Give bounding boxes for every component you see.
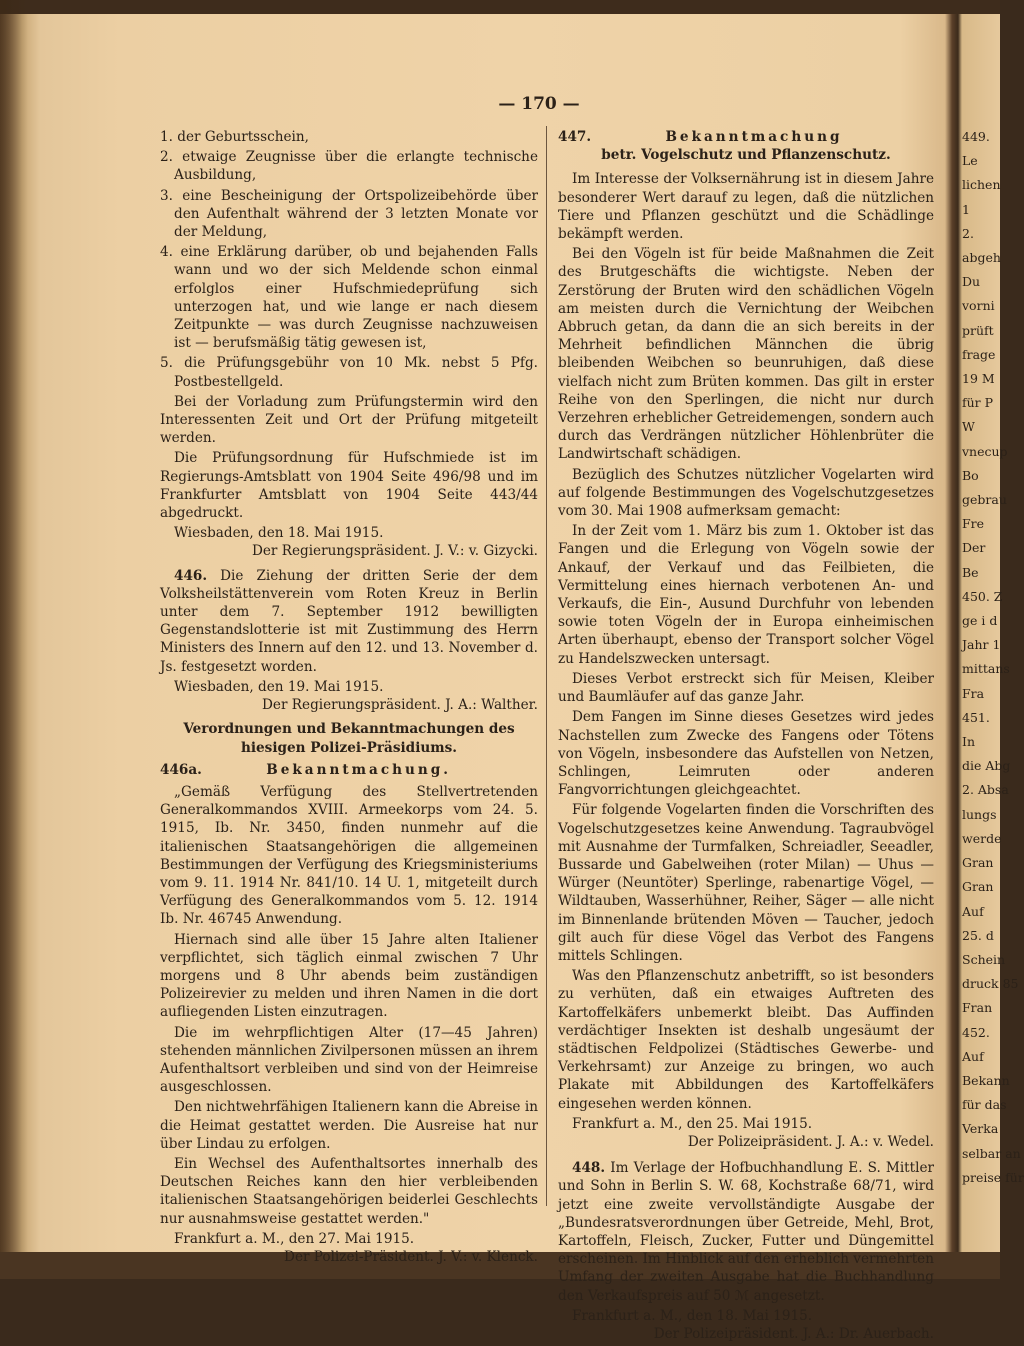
paragraph-zeit: In der Zeit vom 1. März bis zum 1. Oktober ist das Fangen und die Erlegung von Vögeln sowie der Ankauf, der Verkauf und das Feilbieten, die Vermittelung eines hiernach verbotenen An- und Verkaufs, die Ein-, Ausund Durchfuhr von lebenden sowie toten Vögeln der in Europa einheimischen Arten überhaupt, ebenso der Transport solcher Vögel zu Handelszwecken untersagt. xyxy=(558,523,934,667)
item-number: 448. xyxy=(572,1160,606,1177)
paragraph-vorladung: Bei der Vorladung zum Prüfungstermin wird den Interessenten Zeit und Ort der Prüfung mitgeteilt werden. xyxy=(160,393,538,447)
next-page-text-fragment: für P xyxy=(962,395,994,411)
item-title: Bekanntmachung. xyxy=(266,761,452,778)
next-page-text-fragment: 2. Absa xyxy=(962,782,1009,798)
section-heading: Verordnungen und Bekanntmachungen des hiesigen Polizei-Präsidiums. xyxy=(183,721,515,756)
signature: Der Polizeipräsident. J. A.: Dr. Auerbach. xyxy=(653,1326,934,1342)
next-page-text-fragment: Gran xyxy=(962,879,994,895)
place-date: Frankfurt a. M., den 27. Mai 1915. xyxy=(174,1230,415,1247)
next-page-text-fragment: 452. xyxy=(962,1024,990,1040)
paragraph-interesse: Im Interesse der Volksernährung ist in diesem Jahre besonderer Wert darauf zu legen, daß die nützlichen Tiere und Pflanzen geschützt und die Schädlinge bekämpft werden. xyxy=(558,171,934,243)
binding-shadow xyxy=(0,0,28,1279)
list-item: 4. eine Erklärung darüber, ob und bejahenden Falls wann und wo der sich Meldende schon einmal erfolglos einer Hufschmiedeprüfung sich unterzogen hat, und wie lange er nach diesem Zeitpunkte — was durch Zeugnisse nachzuweisen ist — berufsmäßig tätig gewesen ist, xyxy=(160,244,538,352)
paragraph-fangen: Dem Fangen im Sinne dieses Gesetzes wird jedes Nachstellen zum Zwecke des Fangens oder Tötens von Vögeln, insbesondere das Aufstellen von Netzen, Schlingen, Leimruten oder anderen Fangvorrichtungen gleichgeachtet. xyxy=(558,709,934,799)
next-page-text-fragment: Auf xyxy=(962,903,984,919)
next-page-text-fragment: die Abg xyxy=(962,758,1011,774)
page-number: — 170 — xyxy=(498,94,580,114)
next-page-text-fragment: Gran xyxy=(962,855,994,871)
next-page-text-fragment: ge i d xyxy=(962,613,998,629)
paragraph-wechsel: Ein Wechsel des Aufenthaltsortes innerhalb des Deutschen Reiches kann den hier verbleibenden italienischen Staatsangehörigen beiderlei Geschlechts nur ausnahmsweise gestattet werden." xyxy=(160,1155,538,1227)
next-page-text-fragment: Du xyxy=(962,274,981,290)
next-page-text-fragment: Le xyxy=(962,153,978,169)
place-date: Frankfurt a. M., den 18. Mai 1915. xyxy=(572,1307,813,1324)
next-page-text-fragment: 450. Z xyxy=(962,588,1003,604)
place-date: Wiesbaden, den 19. Mai 1915. xyxy=(174,678,384,695)
item-text: Die Ziehung der dritten Serie der dem Volksheilstättenverein vom Roten Kreuz in Berlin unter dem 7. September 1912 bewilligten Gegenstandslotterie ist mit Zustimmung des Herrn Ministers des Innern auf den 12. und 13. November d. Js. festgesetzt worden. xyxy=(160,567,539,675)
next-page-text-fragment: Verka xyxy=(962,1121,999,1137)
next-page-text-fragment: prüft xyxy=(962,322,994,338)
next-page-text-fragment: Be xyxy=(962,564,979,580)
next-page-text-fragment: In xyxy=(962,734,975,750)
paragraph-hiernach: Hiernach sind alle über 15 Jahre alten Italiener verpflichtet, sich täglich einmal zwischen 7 Uhr morgens und 8 Uhr abends beim zuständigen Polizeirevier zu melden und ihren Namen in die dort aufliegenden Listen einzutragen. xyxy=(160,931,538,1021)
next-page-text-fragment: 25. d xyxy=(962,927,994,943)
next-page-text-fragment: Auf xyxy=(962,1048,984,1064)
scan-top-edge xyxy=(0,0,1000,14)
next-page-text-fragment: Bo xyxy=(962,467,979,483)
signature: Der Regierungspräsident. J. A.: Walther. xyxy=(262,697,538,714)
next-page-text-fragment: vorni xyxy=(962,298,995,314)
item-447-header xyxy=(558,128,934,146)
item-number: 446. xyxy=(174,567,208,584)
list-item: 2. etwaige Zeugnisse über die erlangte technische Ausbildung, xyxy=(160,149,538,184)
list-item: 1. der Geburtsschein, xyxy=(160,129,309,145)
paragraph-pflanzenschutz: Was den Pflanzenschutz anbetrifft, so ist besonders zu verhüten, daß ein etwaiges Auftreten des Kartoffelkäfers unbemerkt bleibt. Das Auffinden verdächtiger Insekten ist deshalb ungesäumt der städtischen Feldpolizei (Städtisches Gewerbe- und Verkehrsamt) zur Anzeige zu bringen, wo auch Plakate mit Abbildungen des Kartoffelkäfers eingesehen werden können. xyxy=(558,968,934,1112)
item-title: Bekanntmachung xyxy=(665,129,843,145)
paragraph-nichtwehr: Den nichtwehrfähigen Italienern kann die Abreise in die Heimat gestattet werden. Die Ausreise hat nur über Lindau zu erfolgen. xyxy=(160,1099,538,1152)
next-page-text-fragment: W xyxy=(962,419,975,435)
paragraph-verbot: Dieses Verbot erstreckt sich für Meisen, Kleiber und Baumläufer auf das ganze Jahr. xyxy=(558,670,934,706)
next-page-text-fragment: vnecup xyxy=(962,443,1008,459)
next-page-text-fragment: Fre xyxy=(962,516,985,532)
next-page-text-fragment: selbar an xyxy=(962,1145,1021,1161)
item-number: 447. xyxy=(558,129,592,145)
item-subtitle: betr. Vogelschutz und Pflanzenschutz. xyxy=(601,147,891,164)
next-page-text-fragment: mittans xyxy=(962,661,1010,677)
next-page-fragment xyxy=(962,128,1024,1193)
next-page-text-fragment: für das xyxy=(962,1097,1007,1113)
paragraph-voegeln: Bei den Vögeln ist für beide Maßnahmen die Zeit des Brutgeschäfts die wichtigste. Neben der Zerstörung der Bruten wird den schädlichen Vögeln am meisten durch die Vernichtung der Weibchen Abbruch getan, da dann die an sich bereits in der Mehrheit befindlichen Männchen die übrig bleibenden Weibchen so beunruhigen, daß diese vielfach nicht zum Brüten kommen. Das gilt in erster Reihe von den Sperlingen, die nicht nur durch Verzehren erheblicher Getreidemengen, sondern auch durch das Verdrängen nützlicher Höhlenbrüter die Landwirtschaft schädigen. xyxy=(558,246,934,463)
next-page-text-fragment: 2. xyxy=(962,225,974,241)
next-page-text-fragment: frage xyxy=(962,346,996,362)
item-446a-header xyxy=(160,761,538,779)
item-446 xyxy=(160,567,538,676)
column-divider xyxy=(546,126,547,1206)
signature: Der Regierungspräsident. J. V.: v. Gizycki. xyxy=(251,543,538,560)
next-page-text-fragment: Der xyxy=(962,540,986,556)
next-page-text-fragment: werde xyxy=(962,830,1002,846)
item-text: Im Verlage der Hofbuchhandlung E. S. Mittler und Sohn in Berlin S. W. 68, Kochstraße 68/71, wird jetzt eine zweite vervollständigte Ausgabe der „Bundesratsverordnungen über Getreide, Mehl, Brot, Kartoffeln, Fleisch, Zucker, Futter und Düngemittel erscheinen. Im Hinblick auf den erheblich vermehrten Umfang der zweiten Ausgabe hat die Buchhandlung den Verkaufspreis auf 50 ℳ angesetzt. xyxy=(558,1160,934,1304)
paragraph-gemaess: „Gemäß Verfügung des Stellvertretenden Generalkommandos XVIII. Armeekorps vom 24. 5. 1915, Ib. Nr. 3450, finden nunmehr auf die italienischen Staatsangehörigen die allgemeinen Bestimmungen der Verfügung des Kriegsministeriums vom 9. 11. 1914 Nr. 841/10. 14 U. 1, mitgeteilt durch Verfügung des Generalkommandos vom 5. 12. 1914 Ib. Nr. 46745 Anwendung. xyxy=(160,783,538,928)
left-column xyxy=(160,128,538,1269)
next-page-text-fragment: Fran xyxy=(962,1000,993,1016)
next-page-text-fragment: lichen xyxy=(962,177,1001,193)
next-page-text-fragment: Schein xyxy=(962,951,1006,967)
next-page-text-fragment: Bekann xyxy=(962,1072,1010,1088)
item-448 xyxy=(558,1159,934,1305)
next-page-text-fragment: 449. xyxy=(962,129,990,144)
paragraph-wehrpflicht: Die im wehrpflichtigen Alter (17—45 Jahren) stehenden männlichen Zivilpersonen müssen an ihrem Aufenthaltsort verbleiben und sind von der Heimreise ausgeschlossen. xyxy=(160,1024,538,1096)
place-date: Wiesbaden, den 18. Mai 1915. xyxy=(174,525,384,542)
page-gutter xyxy=(950,0,960,1279)
place-date: Frankfurt a. M., den 25. Mai 1915. xyxy=(572,1115,813,1132)
paragraph-vogelarten: Für folgende Vogelarten finden die Vorschriften des Vogelschutzgesetzes keine Anwendung. Tagraubvögel mit Ausnahme der Turmfalken, Schreiadler, Seeadler, Bussarde und Gabelweihen (roter Milan) — Uhus — Würger (Neuntöter) Sperlinge, rabenartige Vögel, — Wildtauben, Wasserhühner, Reiher, Säger — alle nicht im Binnenlande brütenden Möven — Taucher, jedoch gilt auch für diese Vögel das Verbot des Fangens mittels Schlingen. xyxy=(558,802,934,964)
paragraph-pruefungsordnung: Die Prüfungsordnung für Hufschmiede ist im Regierungs-Amtsblatt von 1904 Seite 496/98 und im Frankfurter Amtsblatt von 1904 Seite 443/44 abgedruckt. xyxy=(160,450,538,522)
list-item: 3. eine Bescheinigung der Ortspolizeibehörde über den Aufenthalt während der 3 letzten Monate vor der Meldung, xyxy=(160,187,538,241)
next-page-text-fragment: 1 xyxy=(962,201,970,217)
next-page-text-fragment: preise für xyxy=(962,1169,1024,1185)
next-page-text-fragment: 19 M xyxy=(962,371,995,387)
next-page-text-fragment: druck 85 xyxy=(962,976,1019,992)
next-page-text-fragment: gebrau xyxy=(962,492,1007,508)
requirements-list xyxy=(160,128,538,391)
next-page-text-fragment: Fra xyxy=(962,685,985,701)
next-page-text-fragment: lungs xyxy=(962,806,997,822)
list-item: 5. die Prüfungsgebühr von 10 Mk. nebst 5 Pfg. Postbestellgeld. xyxy=(160,355,538,390)
next-page-text-fragment: abgeh xyxy=(962,250,1001,266)
signature: Der Polizei-Präsident. J. V.: v. Klenck. xyxy=(284,1248,538,1265)
paragraph-schutz: Bezüglich des Schutzes nützlicher Vogelarten wird auf folgende Bestimmungen des Vogelschutzgesetzes vom 30. Mai 1908 aufmerksam gemacht: xyxy=(558,466,934,520)
next-page-text-fragment: Jahr 1 xyxy=(962,637,1001,653)
signature: Der Polizeipräsident. J. A.: v. Wedel. xyxy=(687,1133,934,1150)
item-number: 446a. xyxy=(160,761,202,778)
middle-column xyxy=(558,128,934,1346)
next-page-text-fragment: 451. xyxy=(962,709,990,725)
